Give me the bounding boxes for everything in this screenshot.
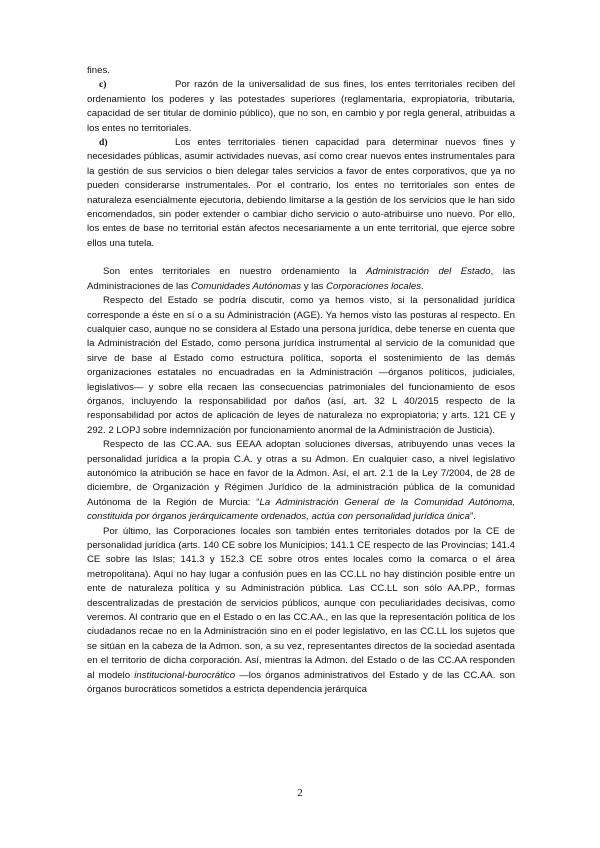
text-run: Son entes territoriales en nuestro ordenamiento la (103, 266, 367, 278)
list-item-c (87, 78, 515, 136)
text-run: . (421, 280, 424, 292)
text-run-italic: Corporaciones locales (326, 280, 422, 292)
list-item-d (87, 136, 515, 251)
list-label-c: c) (99, 79, 107, 91)
page-number: 2 (297, 787, 303, 799)
text-run: y las (301, 280, 327, 292)
paragraph-ccaa (87, 438, 515, 524)
text-run: ”. (469, 511, 476, 523)
paragraph-corporaciones-locales (87, 525, 515, 698)
paragraph-fines: fines. (87, 65, 110, 76)
document-body (87, 64, 515, 697)
list-text-c: Por razón de la universalidad de sus fines, los entes territoriales reciben del ordenamiento los poderes y las potestades superiores (reglamentaria, expropiatoria, tributaria, capacidad de ser titular de dominio público), que no son, en cambio y por regla general, atribuidas a los entes no territoriales. (87, 79, 515, 134)
list-text-d: Los entes territoriales tienen capacidad para determinar nuevos fines y necesidades públicas, asumir actividades nuevas, así como crear nuevos entes instrumentales para la gestión de sus servicios o bien delegar tales servicios a favor de entes corporativos, que ya no pueden considerarse instrumentales. Por el contrario, los entes no territoriales son entes de naturaleza esencialmente ejecutoria, debiendo limitarse a la gestión de los servicios que le han sido encomendados, sin poder extender o cambiar dicho servicio o auto-atribuirse uno nuevo. Por ello, los entes de base no territorial están afectos necesariamente a un ente territorial, que ejerce sobre ellos una tutela. (87, 137, 515, 249)
paragraph-gap (87, 251, 515, 265)
text-run-italic: Administración del Estado (366, 266, 491, 278)
paragraph-entes-territoriales (87, 265, 515, 294)
text-run: , las Administraciones de las (87, 266, 516, 292)
text-run-italic: institucional-burocrático (134, 669, 236, 681)
text-run-italic: Comunidades Autónomas (190, 280, 302, 292)
text-run: Respecto de las CC.AA. sus EEAA adoptan soluciones diversas, atribuyendo unas veces la personalidad jurídica a la propia C.A. y otras a su Admon. En cualquier caso, a nivel legislativo autonómico la atribución se hace en favor de la Admon. Así, el art. 2.1 de la Ley 7/2004, de 28 de diciembre, de Organización y Régimen Jurídico de la administración pública de la comunidad Autónoma de la Región de Murcia: “ (87, 439, 515, 508)
text-run: Por último, las Corporaciones locales son también entes territoriales dotados por la CE de personalidad jurídica (arts. 140 CE sobre los Municipios; 141.1 CE respecto de las Provincias; 141.4 CE sobre las Islas; 141.3 y 152.3 CE sobre otros entes locales como la comarca o el área metropolitana). Aquí no hay lugar a confusión pues en las CC.LL no hay distinción posible entre un ente de naturaleza política y su Administración pública. Las CC.LL son sólo AA.PP., formas descentralizadas de prestación de servicios públicos, aunque con peculiaridades decisivas, como veremos. Al contrario que en el Estado o en las CC.AA., en las que la representación política de los ciudadanos recae no en la Administración sino en el poder legislativo, en las CC.LL los sujetos que se sitúan en la cabeza de la Admon. son, a su vez, representantes directos de la sociedad asentada en el territorio de dicha corporación. Así, mientras la Admon. del Estado o de las CC.AA responden al modelo (87, 525, 515, 681)
text-run-italic: La Administración General de la Comunidad Autónoma, constituida por órganos jerárquicamente ordenados, actúa con personalidad jurídica única (87, 496, 515, 523)
list-label-d: d) (99, 137, 108, 149)
text-run: —los órganos administrativos del Estado y de las CC.AA. son órganos burocráticos sometidos a estricta dependencia jerárquica (87, 669, 515, 696)
paragraph-estado: Respecto del Estado se podría discutir, como ya hemos visto, si la personalidad jurídica corresponde a éste en sí o a su Administración (AGE). Ya hemos visto las posturas al respecto. En cualquier caso, aunque no se considera al Estado una persona jurídica, debe tenerse en cuenta que la Administración del Estado, como persona jurídica instrumental al servicio de la comunidad que sirve de base al Estado como estructura política, soporta el sostenimiento de las demás organizaciones estatales no encuadradas en la Administración —órganos políticos, judiciales, legislativos— y sobre ella recaen las consecuencias patrimoniales del funcionamiento de esos órganos, incluyendo la responsabilidad por daños (así, art. 32 L 40/2015 respecto de la responsabilidad por actos de aplicación de leyes de naturaleza no expropiatoria; y arts. 121 CE y 292. 2 LOPJ sobre indemnización por funcionamiento anormal de la Administración de Justicia). (87, 295, 515, 436)
